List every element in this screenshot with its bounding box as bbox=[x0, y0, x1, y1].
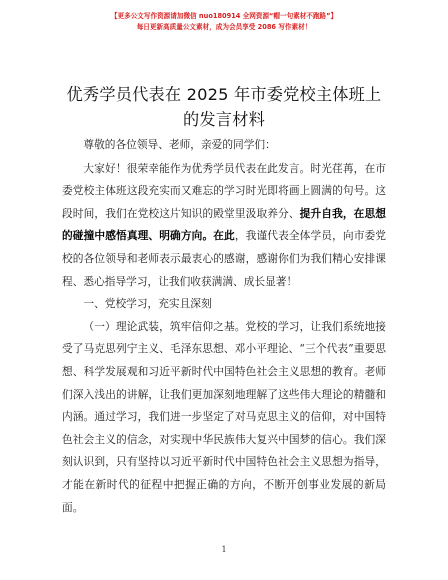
intro-paragraph bbox=[62, 158, 386, 294]
salutation: 尊敬的各位领导、老师，亲爱的同学们： bbox=[83, 138, 276, 151]
intro-text-start: 大家好！很荣幸能作为优秀学员代表在此发言。时光荏苒，在市委党校主体班这段充实而又难忘的学习时光即将画上圆满的句号。这段时间，我们在党校这片知识的殿堂里汲取养分、 bbox=[62, 161, 386, 220]
promo-banner-line-1: 【更多公文写作资源请加微信 nuo180914 全网资源“帽一句素材不跑路”】 bbox=[110, 12, 338, 20]
document-title: 优秀学员代表在 2025 年市委党校主体班上的发言材料 bbox=[66, 85, 382, 129]
intro-bold-text: 提升自我，在思想的碰撞中感悟真理、明确方向。在此 bbox=[62, 206, 386, 243]
promo-banner-line-2: 每日更新高质量公文素材，成为会员享受 2086 写作素材！ bbox=[136, 23, 312, 31]
page-number: 1 bbox=[221, 545, 227, 554]
document-body bbox=[62, 134, 386, 519]
theory-paragraph: （一）理论武装，筑牢信仰之基。党校的学习，让我们系统地接受了马克思列宁主义、毛泽东思想、邓小平理论、“三个代表”重要思想、科学发展观和习近平新时代中国特色社会主义思想的教育。老师们深入浅出的讲解，让我们更加深刻地理解了这些伟大理论的精髓和内涵。通过学习，我们进一步坚定了对马克思主义的信仰，对中国特色社会主义的信念，对实现中华民族伟大复兴中国梦的信心。我们深刻认识到，只有坚持以习近平新时代中国特色社会主义思想为指导，才能在新时代的征程中把握正确的方向，不断开创事业发展的新局面。 bbox=[62, 319, 386, 514]
section-heading: 一、党校学习，充实且深刻 bbox=[83, 297, 212, 311]
intro-text-end: ，我谨代表全体学员，向市委党校的各位领导和老师表示最衷心的感谢，感谢你们为我们精心安排课程、悉心指导学习，让我们收获满满、成长显著！ bbox=[62, 229, 386, 288]
